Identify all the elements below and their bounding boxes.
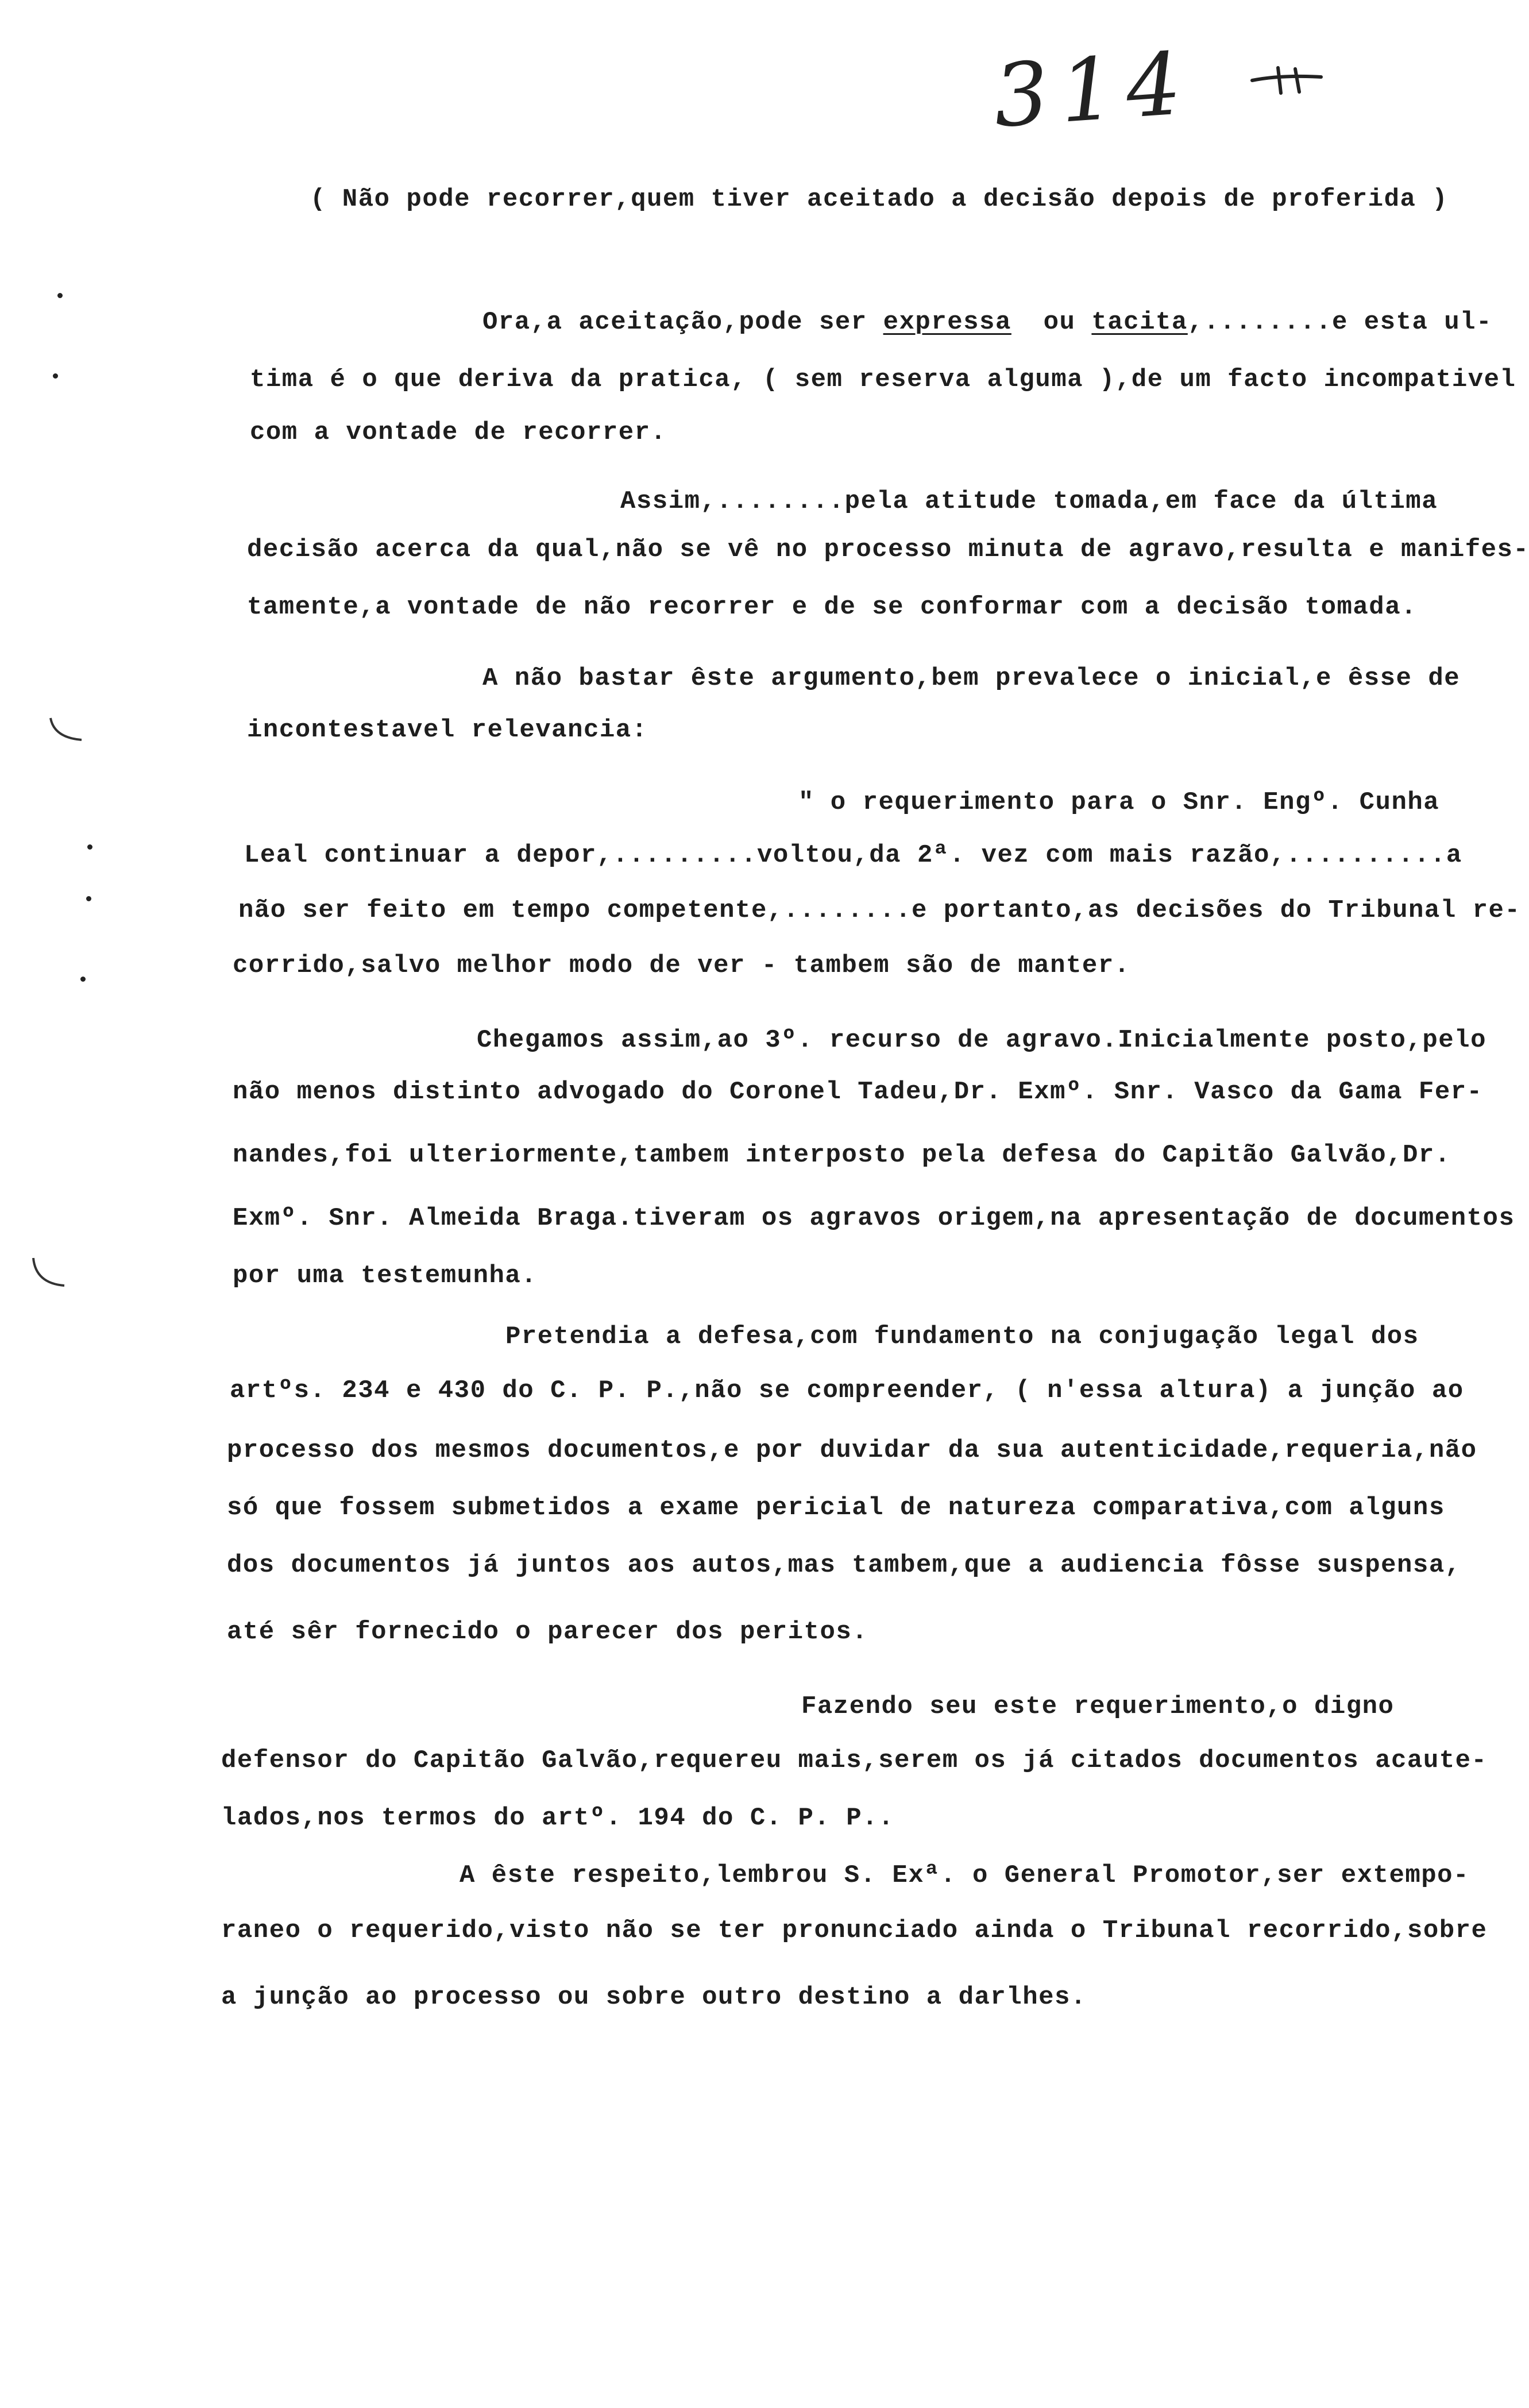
- text-run: a junção ao processo ou sobre outro destino a darlhes.: [221, 1983, 1087, 2012]
- text-run: raneo o requerido,visto não se ter pronunciado ainda o Tribunal recorrido,sobre: [221, 1916, 1488, 1945]
- underlined-text: expressa: [883, 308, 1011, 337]
- text-run: tamente,a vontade de não recorrer e de se conformar com a decisão tomada.: [247, 593, 1418, 622]
- text-line: [250, 418, 667, 447]
- text-line: [233, 1204, 1515, 1233]
- text-run: até sêr fornecido o parecer dos peritos.: [227, 1618, 868, 1646]
- text-run: A êste respeito,lembrou S. Exª. o General Promotor,ser extempo-: [460, 1861, 1469, 1890]
- text-line: [227, 1494, 1445, 1522]
- text-line: [221, 1916, 1487, 1945]
- page-number: 314: [990, 33, 1196, 147]
- text-line: [233, 1141, 1451, 1170]
- text-line: [238, 896, 1520, 925]
- underlined-text: tacita: [1091, 308, 1188, 337]
- text-run: Chegamos assim,ao 3º. recurso de agravo.Inicialmente posto,pelo: [477, 1026, 1486, 1055]
- text-line: [227, 1551, 1461, 1580]
- margin-mark: [87, 844, 92, 850]
- text-run: não menos distinto advogado do Coronel Tadeu,Dr. Exmº. Snr. Vasco da Gama Fer-: [233, 1078, 1483, 1106]
- margin-mark: [80, 977, 86, 982]
- text-run: lados,nos termos do artº. 194 do C. P. P..: [221, 1804, 894, 1832]
- text-run: só que fossem submetidos a exame pericial de natureza comparativa,com alguns: [227, 1494, 1445, 1522]
- text-run: Exmº. Snr. Almeida Braga.tiveram os agravos origem,na apresentação de documentos: [233, 1204, 1515, 1233]
- text-run: ,........e esta ul-: [1187, 308, 1492, 337]
- text-run: tima é o que deriva da pratica, ( sem reserva alguma ),de um facto incompativel: [250, 365, 1516, 394]
- text-line: [244, 841, 1462, 870]
- text-run: artºs. 234 e 430 do C. P. P.,não se compreender, ( n'essa altura) a junção ao: [230, 1376, 1464, 1405]
- text-line: [247, 593, 1417, 622]
- handwritten-mark: [1246, 63, 1327, 98]
- text-line: [482, 308, 1492, 337]
- text-line: [247, 716, 648, 744]
- text-run: defensor do Capitão Galvão,requereu mais,serem os já citados documentos acaute-: [221, 1746, 1488, 1775]
- text-run: decisão acerca da qual,não se vê no processo minuta de agravo,resulta e manifes-: [247, 535, 1529, 564]
- text-line: [477, 1026, 1486, 1055]
- text-run: Ora,a aceitação,pode ser: [482, 308, 883, 337]
- text-run: processo dos mesmos documentos,e por duvidar da sua autenticidade,requeria,não: [227, 1436, 1477, 1465]
- text-line: [233, 951, 1130, 980]
- text-run: não ser feito em tempo competente,........e portanto,as decisões do Tribunal re-: [238, 896, 1521, 925]
- text-run: incontestavel relevancia:: [247, 716, 648, 744]
- text-run: Fazendo seu este requerimento,o digno: [801, 1692, 1395, 1721]
- text-run: corrido,salvo melhor modo de ver - tambem são de manter.: [233, 951, 1130, 980]
- text-line: [230, 1376, 1464, 1405]
- margin-mark: [57, 293, 63, 298]
- text-run: Pretendia a defesa,com fundamento na conjugação legal dos: [505, 1322, 1419, 1351]
- text-line: [505, 1322, 1419, 1351]
- margin-hook-mark: [46, 712, 86, 747]
- margin-hook-mark: [29, 1252, 69, 1292]
- text-run: com a vontade de recorrer.: [250, 418, 667, 447]
- text-line: [250, 365, 1516, 394]
- text-line: [227, 1436, 1477, 1465]
- text-run: por uma testemunha.: [233, 1261, 538, 1290]
- text-run: nandes,foi ulteriormente,tambem interposto pela defesa do Capitão Galvão,Dr.: [233, 1141, 1451, 1170]
- margin-mark: [86, 896, 91, 901]
- text-line: [460, 1861, 1469, 1890]
- text-line: [620, 487, 1438, 516]
- text-run: ou: [1011, 308, 1092, 337]
- text-line: [221, 1804, 894, 1832]
- text-line: [221, 1983, 1087, 2012]
- text-line: [233, 1078, 1483, 1106]
- text-line: [233, 1261, 537, 1290]
- text-line: [221, 1746, 1487, 1775]
- margin-mark: [53, 373, 58, 379]
- text-line: [482, 664, 1460, 693]
- text-line: [227, 1618, 868, 1646]
- text-line: [801, 1692, 1394, 1721]
- heading: ( Não pode recorrer,quem tiver aceitado a decisão depois de proferida ): [310, 185, 1449, 214]
- text-run: Leal continuar a depor,.........voltou,da 2ª. vez com mais razão,..........a: [244, 841, 1462, 870]
- text-run: dos documentos já juntos aos autos,mas tambem,que a audiencia fôsse suspensa,: [227, 1551, 1461, 1580]
- text-run: Assim,........pela atitude tomada,em face da última: [620, 487, 1438, 516]
- text-run: A não bastar êste argumento,bem prevalece o inicial,e êsse de: [482, 664, 1461, 693]
- text-line: [247, 535, 1529, 564]
- text-line: [798, 788, 1439, 817]
- text-run: " o requerimento para o Snr. Engº. Cunha: [798, 788, 1440, 817]
